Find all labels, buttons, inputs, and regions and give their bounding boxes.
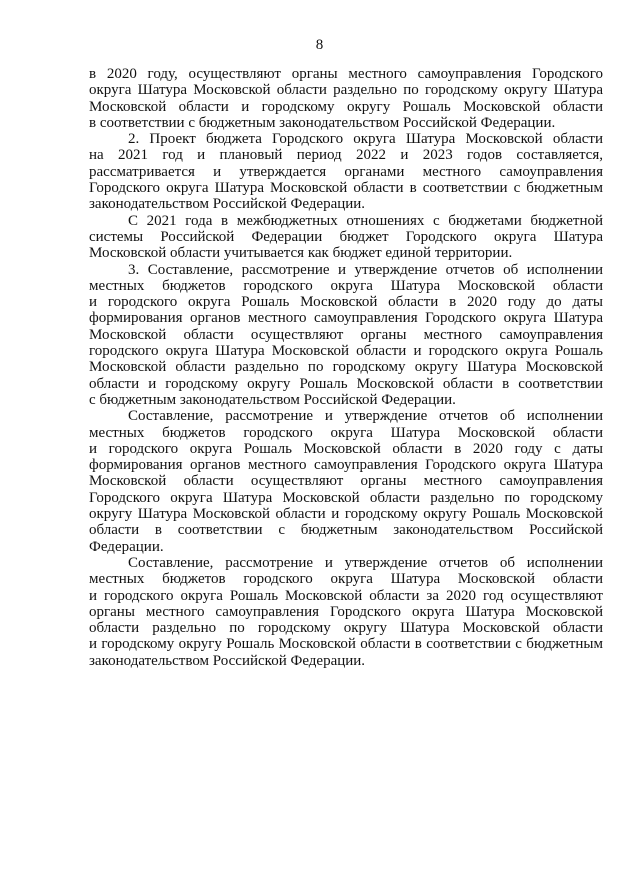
text-line: Федерации. xyxy=(89,538,164,555)
text-line: рассматривается и утверждается органами местного самоуправления xyxy=(89,163,603,180)
paragraph xyxy=(89,131,603,212)
text-line: и городского округа Рошаль Московской области за 2020 год осуществляют xyxy=(89,587,603,604)
text-line: округу Шатура Московской области и городскому округу Рошаль Московской xyxy=(89,506,603,523)
text-line: и городского округа Рошаль Московской области в 2020 году до даты xyxy=(89,294,603,311)
text-line: и городского округа Рошаль Московской области в 2020 году с даты xyxy=(89,440,603,457)
text-line: формирования органов местного самоуправления Городского округа Шатура xyxy=(89,310,603,327)
text-line: Городского округа Шатура Московской области раздельно по городскому xyxy=(89,489,603,506)
text-line: области и городскому округу Рошаль Московской области в соответствии xyxy=(89,375,603,392)
text-line: системы Российской Федерации бюджет Городского округа Шатура xyxy=(89,228,603,245)
text-line: местных бюджетов городского округа Шатура Московской области xyxy=(89,571,603,588)
document-body xyxy=(89,66,603,669)
paragraph xyxy=(89,213,603,262)
paragraph xyxy=(89,66,603,131)
text-line: органы местного самоуправления Городского округа Шатура Московской xyxy=(89,603,603,620)
text-line: области раздельно по городскому округу Шатура Московской области xyxy=(89,620,603,637)
paragraph xyxy=(89,555,603,669)
text-line: 3. Составление, рассмотрение и утверждение отчетов об исполнении xyxy=(128,261,603,278)
text-line: городского округа Шатура Московской области и городского округа Рошаль xyxy=(89,343,603,360)
text-line: Составление, рассмотрение и утверждение отчетов об исполнении xyxy=(128,408,603,425)
paragraph xyxy=(89,262,603,409)
text-line: округа Шатура Московской области раздельно по городскому округу Шатура xyxy=(89,82,603,99)
paragraph xyxy=(89,408,603,555)
text-line: местных бюджетов городского округа Шатура Московской области xyxy=(89,277,603,294)
text-line: законодательством Российской Федерации. xyxy=(89,196,366,213)
text-line: Московской области раздельно по городскому округу Шатура Московской xyxy=(89,359,603,376)
text-line: Московской области осуществляют органы местного самоуправления xyxy=(89,473,603,490)
text-line: на 2021 год и плановый период 2022 и 2023 годов составляется, xyxy=(89,147,603,164)
text-line: Составление, рассмотрение и утверждение отчетов об исполнении xyxy=(128,554,603,571)
text-line: местных бюджетов городского округа Шатура Московской области xyxy=(89,424,603,441)
text-line: в 2020 году, осуществляют органы местного самоуправления Городского xyxy=(89,66,603,82)
text-line: законодательством Российской Федерации. xyxy=(89,652,366,669)
text-line: с бюджетным законодательством Российской Федерации. xyxy=(89,391,456,408)
text-line: в соответствии с бюджетным законодательством Российской Федерации. xyxy=(89,114,556,131)
text-line: области в соответствии с бюджетным законодательством Российской xyxy=(89,522,603,539)
text-line: Московской области и городскому округу Рошаль Московской области xyxy=(89,98,603,115)
text-line: Городского округа Шатура Московской области в соответствии с бюджетным xyxy=(89,180,603,197)
text-line: Московской области осуществляют органы местного самоуправления xyxy=(89,326,603,343)
text-line: и городскому округу Рошаль Московской области в соответствии с бюджетным xyxy=(89,636,603,653)
text-line: С 2021 года в межбюджетных отношениях с бюджетами бюджетной xyxy=(128,212,603,229)
text-line: формирования органов местного самоуправления Городского округа Шатура xyxy=(89,457,603,474)
page-number: 8 xyxy=(315,37,324,53)
text-line: 2. Проект бюджета Городского округа Шатура Московской области xyxy=(128,131,603,148)
text-line: Московской области учитывается как бюджет единой территории. xyxy=(89,245,513,262)
